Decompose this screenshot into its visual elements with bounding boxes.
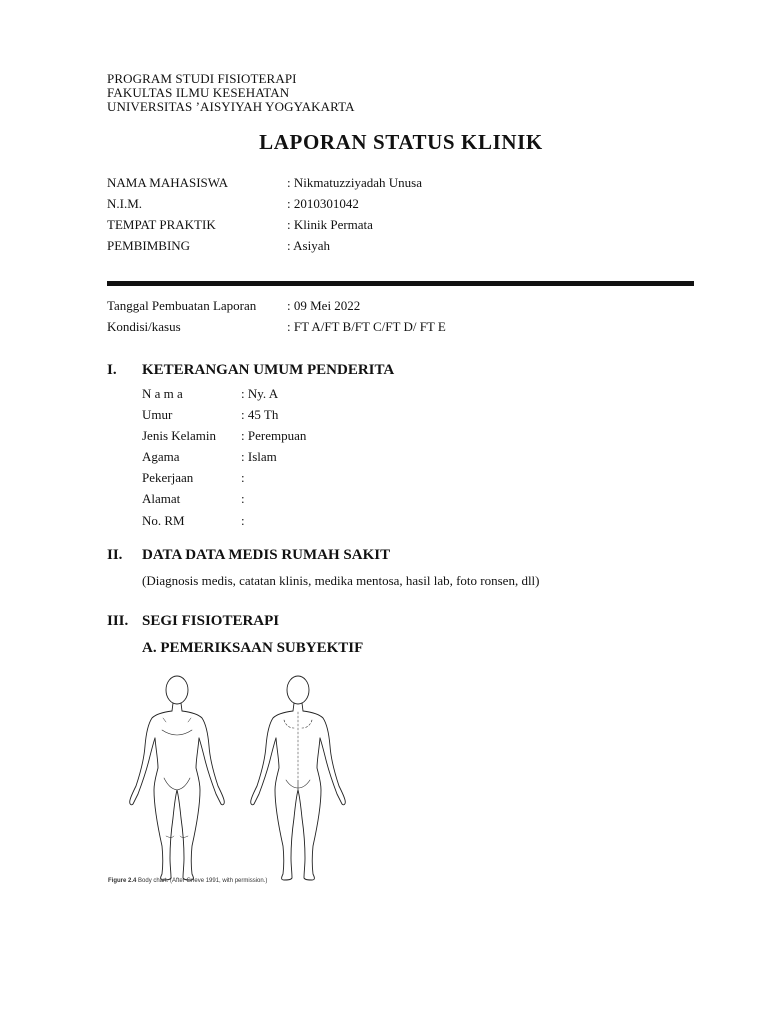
section-number: I. bbox=[107, 362, 117, 378]
field-value: : FT A/FT B/FT C/FT D/ FT E bbox=[287, 319, 446, 334]
field-value: : Ny. A bbox=[241, 386, 279, 401]
body-chart-image bbox=[100, 668, 355, 893]
field-value: : Perempuan bbox=[241, 428, 307, 443]
field-label: TEMPAT PRAKTIK bbox=[107, 217, 216, 232]
field-value: : bbox=[241, 491, 245, 506]
field-label: Alamat bbox=[142, 491, 181, 506]
field-label: No. RM bbox=[142, 513, 185, 528]
report-title: LAPORAN STATUS KLINIK bbox=[259, 130, 543, 154]
section-number: III. bbox=[107, 613, 129, 629]
figure-caption bbox=[108, 878, 267, 884]
section-title: KETERANGAN UMUM PENDERITA bbox=[142, 362, 395, 378]
field-value: : bbox=[241, 470, 245, 485]
caption-text: Body chart. (After Grieve 1991, with permission.) bbox=[138, 878, 268, 884]
field-value: : 2010301042 bbox=[287, 196, 359, 211]
field-value: : Islam bbox=[241, 449, 277, 464]
field-label: Agama bbox=[142, 449, 180, 464]
section-title: SEGI FISIOTERAPI bbox=[142, 613, 280, 629]
field-label: N.I.M. bbox=[107, 196, 143, 211]
caption-label: Figure 2.4 bbox=[108, 878, 137, 884]
field-label: PEMBIMBING bbox=[107, 238, 191, 253]
section-number: II. bbox=[107, 547, 123, 563]
field-value: : Klinik Permata bbox=[287, 217, 373, 232]
field-label: Kondisi/kasus bbox=[107, 319, 181, 334]
body-back-outline bbox=[251, 676, 346, 880]
section-title: DATA DATA MEDIS RUMAH SAKIT bbox=[142, 547, 391, 563]
subjective-exam-heading: A. PEMERIKSAAN SUBYEKTIF bbox=[142, 640, 364, 656]
header-divider bbox=[107, 281, 694, 286]
field-label: Jenis Kelamin bbox=[142, 428, 217, 443]
field-value: : Nikmatuzziyadah Unusa bbox=[287, 175, 423, 190]
field-label: Pekerjaan bbox=[142, 470, 194, 485]
field-label: Tanggal Pembuatan Laporan bbox=[107, 298, 257, 313]
institution-header bbox=[107, 72, 355, 114]
field-label: NAMA MAHASISWA bbox=[107, 175, 228, 190]
field-value: : bbox=[241, 513, 245, 528]
university-name: UNIVERSITAS ’AISYIYAH YOGYAKARTA bbox=[107, 99, 355, 114]
field-value: : 45 Th bbox=[241, 407, 279, 422]
field-value: : Asiyah bbox=[287, 238, 330, 253]
field-label: Umur bbox=[142, 407, 173, 422]
field-label: N a m a bbox=[142, 386, 183, 401]
body-chart-figure bbox=[100, 668, 355, 893]
body-front-outline bbox=[130, 676, 225, 880]
medical-data-note: (Diagnosis medis, catatan klinis, medika mentosa, hasil lab, foto ronsen, dll) bbox=[142, 573, 540, 588]
field-value: : 09 Mei 2022 bbox=[287, 298, 361, 313]
faculty-name: FAKULTAS ILMU KESEHATAN bbox=[107, 85, 290, 100]
program-name: PROGRAM STUDI FISIOTERAPI bbox=[107, 71, 297, 86]
